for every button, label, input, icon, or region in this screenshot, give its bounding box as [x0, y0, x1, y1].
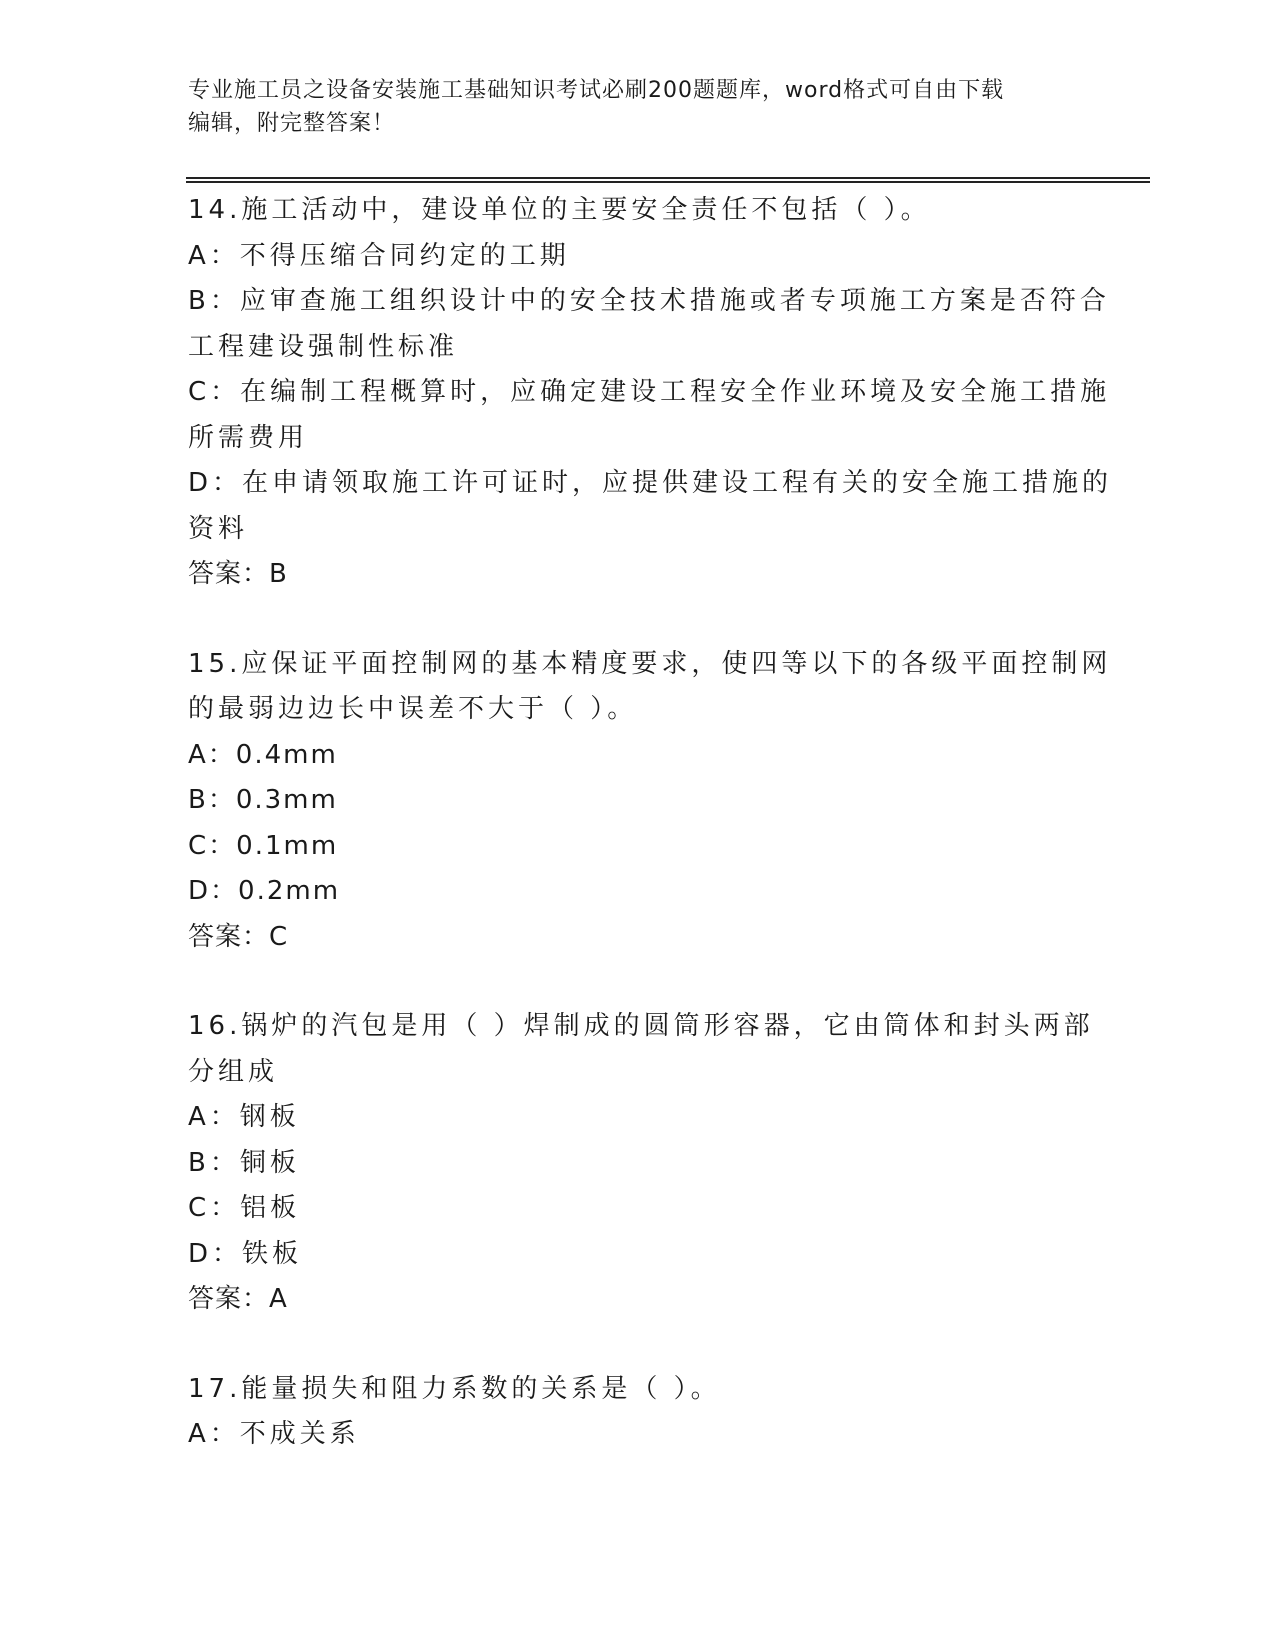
option-b-continued: 工程建设强制性标准 [188, 331, 459, 362]
option-d: D：在申请领取施工许可证时，应提供建设工程有关的安全施工措施的 [188, 468, 1113, 498]
question-stem: 17.能量损失和阻力系数的关系是（ ）。 [188, 1373, 721, 1404]
question-14 [188, 188, 1113, 598]
option-a: A：不成关系 [188, 1419, 360, 1449]
question-15 [188, 642, 1112, 961]
question-stem-continued: 的最弱边边长中误差不大于（ ）。 [188, 694, 638, 724]
option-d: D：0.2mm [188, 876, 341, 906]
option-d-continued: 资料 [188, 513, 249, 544]
option-b: B：铜板 [188, 1147, 300, 1178]
question-stem-continued: 分组成 [188, 1056, 279, 1087]
question-spacer [188, 960, 1068, 1004]
option-c: C：0.1mm [188, 830, 339, 861]
header-divider-top [186, 177, 1150, 179]
question-spacer [188, 1323, 1068, 1367]
option-a: A：0.4mm [188, 739, 338, 770]
answer-line: 答案：A [188, 1284, 288, 1314]
answer-line: 答案：C [188, 921, 289, 952]
question-stem: 15.应保证平面控制网的基本精度要求，使四等以下的各级平面控制网 [188, 648, 1112, 679]
question-17 [188, 1367, 1068, 1458]
question-spacer [188, 598, 1068, 642]
header-line-2: 编辑，附完整答案！ [188, 111, 396, 136]
option-d: D：铁板 [188, 1238, 303, 1269]
header-divider-bottom [186, 181, 1150, 183]
option-a: A：钢板 [188, 1102, 300, 1132]
question-stem: 14.施工活动中，建设单位的主要安全责任不包括（ ）。 [188, 195, 931, 225]
document-header [188, 74, 1088, 140]
option-c: C：在编制工程概算时，应确定建设工程安全作业环境及安全施工措施 [188, 377, 1111, 407]
question-16 [188, 1004, 1094, 1323]
option-b: B：应审查施工组织设计中的安全技术措施或者专项施工方案是否符合 [188, 286, 1110, 316]
option-c-continued: 所需费用 [188, 422, 309, 453]
header-line-1: 专业施工员之设备安装施工基础知识考试必刷200题题库，word格式可自由下载 [188, 78, 1005, 103]
answer-line: 答案：B [188, 559, 288, 589]
option-a: A：不得压缩合同约定的工期 [188, 240, 570, 271]
question-stem: 16.锅炉的汽包是用（ ）焊制成的圆筒形容器，它由筒体和封头两部 [188, 1011, 1094, 1041]
option-c: C：铝板 [188, 1193, 301, 1223]
question-list [188, 188, 1113, 1458]
option-b: B：0.3mm [188, 785, 338, 815]
